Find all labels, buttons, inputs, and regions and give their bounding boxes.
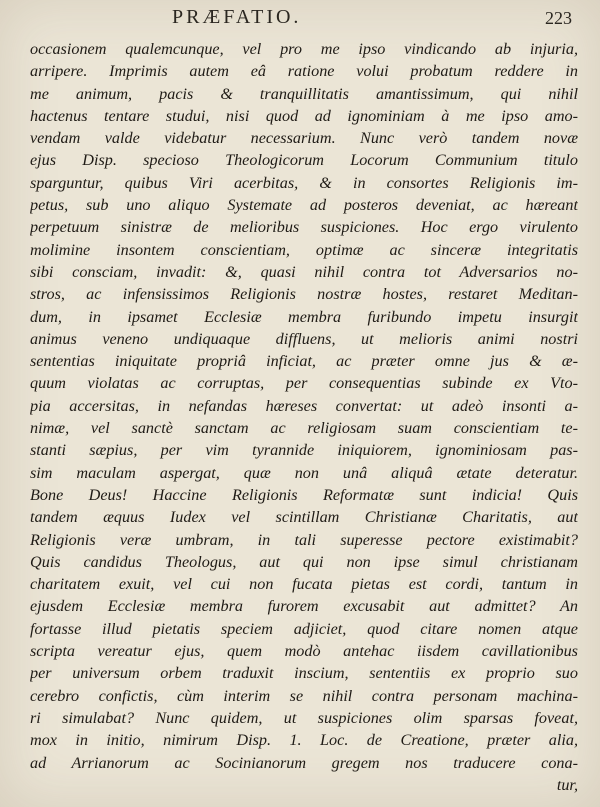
text-line: sententias iniquitate propriâ inficiat, ac præter omne jus & æ-: [30, 352, 578, 371]
text-line: occasionem qualemcunque, vel pro me ipso vindicando ab injuria,: [30, 40, 578, 58]
text-line: ri simulabat? Nunc quidem, ut suspiciones olim sparsas foveat,: [30, 708, 578, 727]
running-head: PRÆFATIO.: [172, 6, 302, 28]
text-line: Quis candidus Theologus, aut qui non ipse simul christianam: [30, 552, 578, 571]
text-line: ad Arrianorum ac Socinianorum gregem nos traducere cona-: [30, 753, 578, 772]
text-line: perpetuum sinistræ de melioribus suspiciones. Hoc ergo virulento: [30, 218, 578, 237]
text-line: ejusdem Ecclesiæ membra furorem excusabit aut admittet? An: [30, 597, 578, 616]
text-line: hactenus tentare studui, nisi quod ad ignominiam à me ipso amo-: [30, 106, 578, 125]
text-line: scripta vereatur ejus, quem modò antehac iisdem cavillationibus: [30, 642, 578, 661]
text-line: arripere. Imprimis autem eâ ratione volui probatum reddere in: [30, 62, 578, 81]
text-line: stanti sæpius, per vim tyrannide iniquiorem, ignominiosam pas-: [30, 441, 578, 460]
text-line: charitatem exuit, vel cui non fucata pietas est cordi, tantum in: [30, 575, 578, 594]
text-line: quum violatas ac corruptas, per consequentias subinde ex Vto-: [30, 374, 578, 393]
page-header: [0, 6, 600, 30]
text-line: per universum orbem traduxit inscium, sententiis ex proprio suo: [30, 664, 578, 683]
text-line: molimine insontem conscientiam, optimæ ac sinceræ integritatis: [30, 240, 578, 259]
text-line: me animum, pacis & tranquillitatis amantissimum, qui nihil: [30, 84, 578, 103]
page-number: 223: [545, 8, 572, 28]
text-line: petus, sub uno aliquo Systemate ad posteros deveniat, ac hæreant: [30, 196, 578, 215]
text-line: tandem æquus Iudex vel scintillam Christianæ Charitatis, aut: [30, 508, 578, 527]
text-line: fortasse illud pietatis speciem adjiciet, quod citare nomen atque: [30, 619, 578, 638]
body-text: [30, 38, 578, 796]
text-line: nimæ, vel sanctè sanctam ac religiosam suam conscientiam te-: [30, 419, 578, 438]
text-line: ejus Disp. specioso Theologicorum Locorum Communium titulo: [30, 151, 578, 170]
text-line: dum, in ipsamet Ecclesiæ membra furibundo impetu insurgit: [30, 307, 578, 326]
text-line: Bone Deus! Haccine Religionis Reformatæ sunt indicia! Quis: [30, 485, 578, 504]
text-line: Religionis veræ umbram, in tali superesse pectore existimabit?: [30, 530, 578, 549]
text-line: animus veneno undiquaque diffluens, ut melioris animi nostri: [30, 329, 578, 348]
text-line: vendam valde videbatur necessarium. Nunc verò tandem novæ: [30, 129, 578, 148]
text-line: pia accersitas, in nefandas hæreses convertat: ut adeò insonti a-: [30, 396, 578, 415]
text-line: sim maculam aspergat, quæ non unâ aliquâ ætate deteratur.: [30, 463, 578, 482]
text-line: sibi consciam, invadit: &, quasi nihil contra tot Adversarios no-: [30, 262, 578, 281]
text-line: cerebro confictis, cùm interim se nihil contra personam machina-: [30, 686, 578, 705]
text-line: tur,: [556, 775, 578, 794]
text-line: stros, ac infensissimos Religionis nostræ hostes, restaret Meditan-: [30, 285, 578, 304]
text-line: sparguntur, quibus Viri acerbitas, & in consortes Religionis im-: [30, 173, 578, 192]
text-line: mox in initio, nimirum Disp. 1. Loc. de Creatione, præter alia,: [30, 731, 578, 750]
